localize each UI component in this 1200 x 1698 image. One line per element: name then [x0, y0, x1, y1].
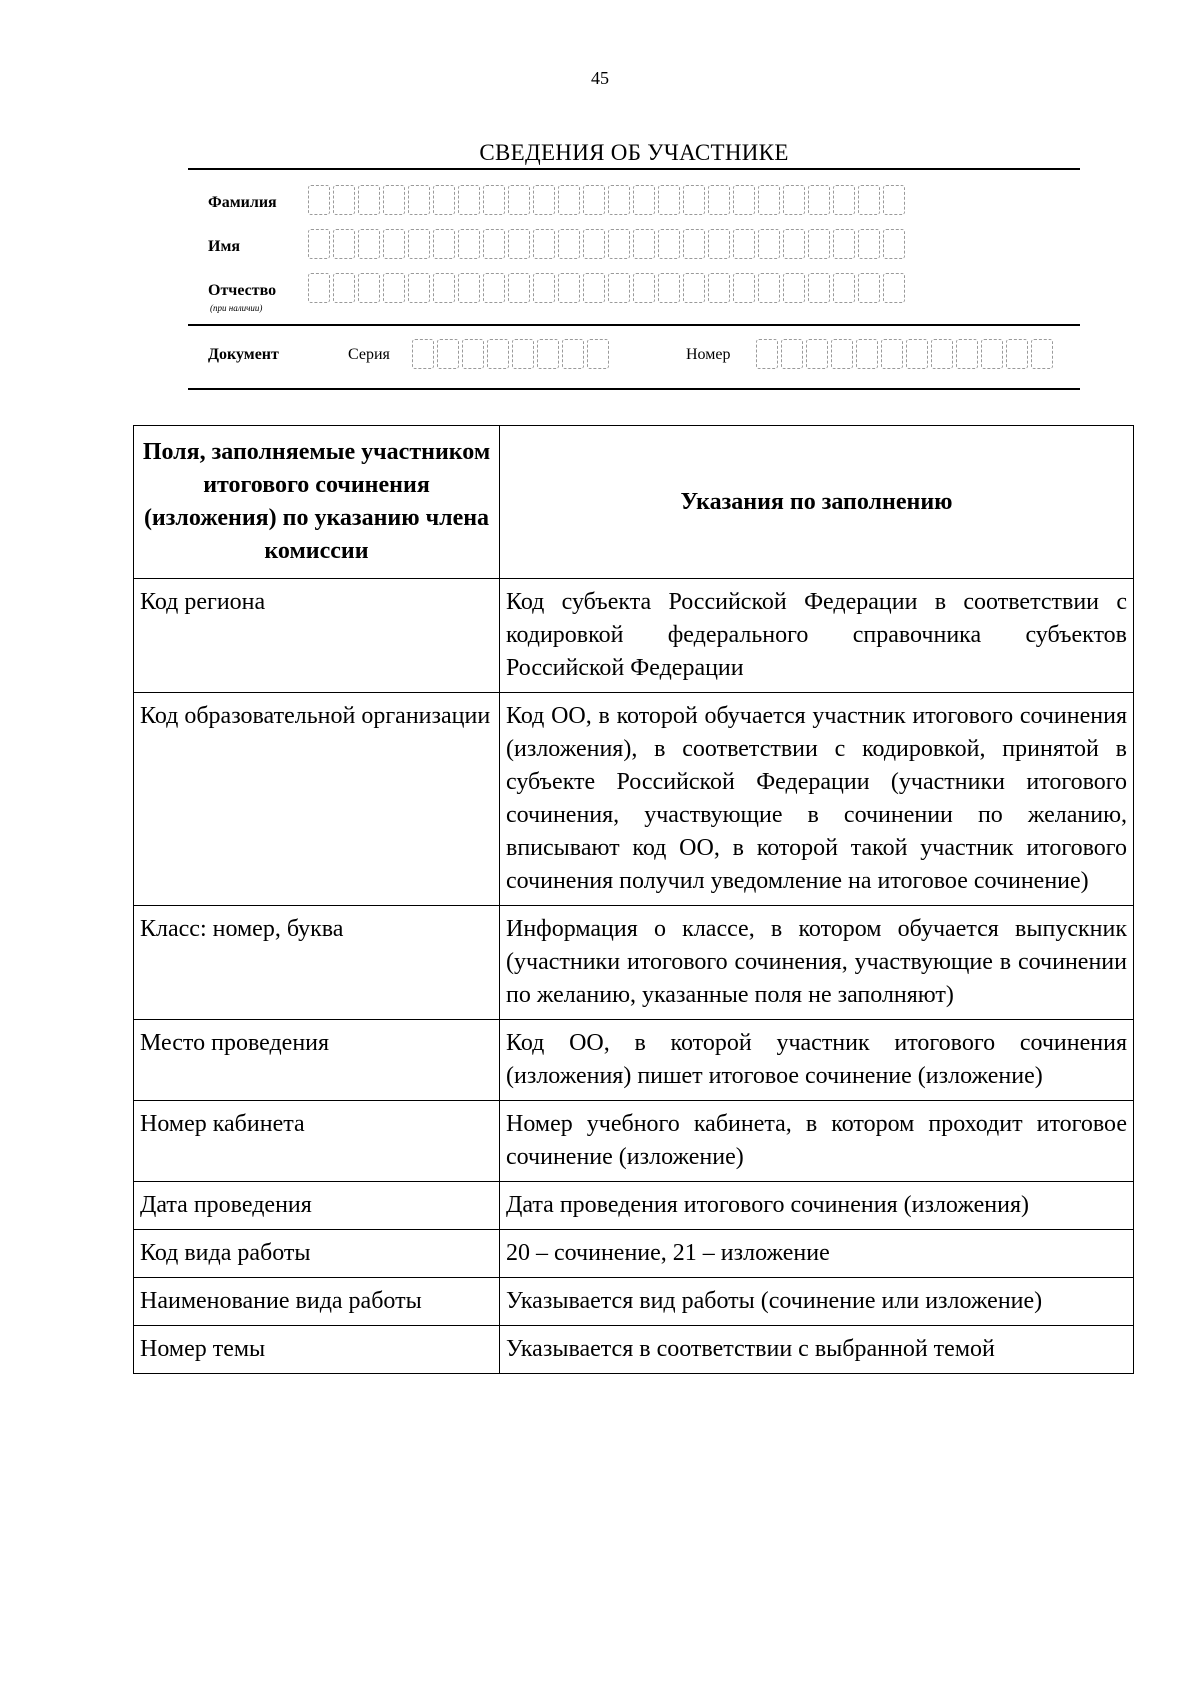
entry-cell[interactable]: [558, 185, 580, 215]
entry-cell[interactable]: [708, 185, 730, 215]
table-row: [134, 1101, 1134, 1182]
entry-cell[interactable]: [433, 229, 455, 259]
table-row: [134, 693, 1134, 906]
patronymic-label: Отчество: [208, 282, 277, 299]
entry-cell[interactable]: [883, 229, 905, 259]
field-name: Место проведения: [134, 1020, 500, 1101]
field-instruction: Дата проведения итогового сочинения (изложения): [500, 1182, 1134, 1230]
number-cells[interactable]: [756, 339, 1053, 369]
entry-cell[interactable]: [881, 339, 903, 369]
patronymic-row: [188, 270, 1080, 314]
entry-cell[interactable]: [781, 339, 803, 369]
name-fields: [188, 170, 1080, 324]
entry-cell[interactable]: [583, 273, 605, 303]
entry-cell[interactable]: [931, 339, 953, 369]
entry-cell[interactable]: [358, 273, 380, 303]
entry-cell[interactable]: [758, 229, 780, 259]
field-instruction: Код ОО, в которой обучается участник итогового сочинения (изложения), в соответствии с кодировкой, принятой в субъекте Российской Федерации (участники итогового сочинения, участвующие в сочинении по желанию, вписывают код ОО, в которой такой участник итогового сочинения получил уведомление на итоговое сочинение): [500, 693, 1134, 906]
header-instructions: Указания по заполнению: [500, 426, 1134, 579]
entry-cell[interactable]: [558, 229, 580, 259]
table-row: [134, 579, 1134, 693]
entry-cell[interactable]: [1031, 339, 1053, 369]
entry-cell[interactable]: [831, 339, 853, 369]
entry-cell[interactable]: [633, 185, 655, 215]
document-label: Документ: [208, 346, 279, 363]
entry-cell[interactable]: [333, 229, 355, 259]
entry-cell[interactable]: [1006, 339, 1028, 369]
entry-cell[interactable]: [733, 229, 755, 259]
entry-cell[interactable]: [358, 229, 380, 259]
field-instruction: Информация о классе, в котором обучается выпускник (участники итогового сочинения, участвующие в сочинении по желанию, указанные поля не заполняют): [500, 906, 1134, 1020]
entry-cell[interactable]: [408, 273, 430, 303]
series-label: Серия: [348, 346, 390, 363]
entry-cell[interactable]: [483, 273, 505, 303]
entry-cell[interactable]: [808, 273, 830, 303]
table-row: [134, 1278, 1134, 1326]
entry-cell[interactable]: [308, 229, 330, 259]
surname-label: Фамилия: [208, 194, 277, 211]
table-row: [134, 1182, 1134, 1230]
entry-cell[interactable]: [458, 185, 480, 215]
entry-cell[interactable]: [433, 273, 455, 303]
entry-cell[interactable]: [437, 339, 459, 369]
field-name: Наименование вида работы: [134, 1278, 500, 1326]
page-number: 45: [591, 68, 609, 88]
entry-cell[interactable]: [783, 229, 805, 259]
header-fields: Поля, заполняемые участником итогового сочинения (изложения) по указанию члена комиссии: [134, 426, 500, 579]
entry-cell[interactable]: [808, 229, 830, 259]
entry-cell[interactable]: [708, 229, 730, 259]
field-name: Код образовательной организации: [134, 693, 500, 906]
document-row: [188, 326, 1080, 388]
first-name-label: Имя: [208, 238, 240, 255]
entry-cell[interactable]: [981, 339, 1003, 369]
entry-cell[interactable]: [906, 339, 928, 369]
patronymic-cells[interactable]: [308, 273, 905, 303]
field-instruction: 20 – сочинение, 21 – изложение: [500, 1230, 1134, 1278]
table-row: [134, 1020, 1134, 1101]
field-name: Код вида работы: [134, 1230, 500, 1278]
first-name-row: [188, 226, 1080, 270]
entry-cell[interactable]: [383, 229, 405, 259]
entry-cell[interactable]: [383, 273, 405, 303]
entry-cell[interactable]: [562, 339, 584, 369]
table-header-row: [134, 426, 1134, 579]
field-name: Номер темы: [134, 1326, 500, 1374]
first-name-cells[interactable]: [308, 229, 905, 259]
entry-cell[interactable]: [608, 273, 630, 303]
entry-cell[interactable]: [508, 229, 530, 259]
entry-cell[interactable]: [587, 339, 609, 369]
entry-cell[interactable]: [633, 229, 655, 259]
field-instruction: Номер учебного кабинета, в котором проходит итоговое сочинение (изложение): [500, 1101, 1134, 1182]
entry-cell[interactable]: [883, 273, 905, 303]
entry-cell[interactable]: [683, 229, 705, 259]
entry-cell[interactable]: [856, 339, 878, 369]
entry-cell[interactable]: [808, 185, 830, 215]
entry-cell[interactable]: [412, 339, 434, 369]
entry-cell[interactable]: [956, 339, 978, 369]
number-label: Номер: [686, 346, 731, 363]
participant-info-title: СВЕДЕНИЯ ОБ УЧАСТНИКЕ: [479, 140, 789, 165]
surname-cells[interactable]: [308, 185, 905, 215]
entry-cell[interactable]: [333, 273, 355, 303]
entry-cell[interactable]: [433, 185, 455, 215]
entry-cell[interactable]: [858, 185, 880, 215]
entry-cell[interactable]: [333, 185, 355, 215]
entry-cell[interactable]: [358, 185, 380, 215]
entry-cell[interactable]: [583, 229, 605, 259]
table-row: [134, 1230, 1134, 1278]
entry-cell[interactable]: [383, 185, 405, 215]
field-name: Код региона: [134, 579, 500, 693]
entry-cell[interactable]: [658, 185, 680, 215]
entry-cell[interactable]: [758, 273, 780, 303]
entry-cell[interactable]: [533, 273, 555, 303]
table-row: [134, 906, 1134, 1020]
entry-cell[interactable]: [783, 273, 805, 303]
series-cells[interactable]: [412, 339, 609, 369]
entry-cell[interactable]: [583, 185, 605, 215]
entry-cell[interactable]: [608, 185, 630, 215]
field-instruction: Указывается вид работы (сочинение или изложение): [500, 1278, 1134, 1326]
entry-cell[interactable]: [683, 273, 705, 303]
patronymic-sublabel: (при наличии): [210, 303, 263, 313]
entry-cell[interactable]: [833, 185, 855, 215]
entry-cell[interactable]: [858, 273, 880, 303]
entry-cell[interactable]: [758, 185, 780, 215]
entry-cell[interactable]: [783, 185, 805, 215]
surname-row: [188, 182, 1080, 226]
entry-cell[interactable]: [458, 229, 480, 259]
table-row: [134, 1326, 1134, 1374]
entry-cell[interactable]: [858, 229, 880, 259]
entry-cell[interactable]: [633, 273, 655, 303]
entry-cell[interactable]: [483, 185, 505, 215]
entry-cell[interactable]: [733, 273, 755, 303]
instructions-table: [133, 425, 1134, 1374]
entry-cell[interactable]: [806, 339, 828, 369]
entry-cell[interactable]: [558, 273, 580, 303]
entry-cell[interactable]: [508, 185, 530, 215]
entry-cell[interactable]: [833, 229, 855, 259]
field-name: Номер кабинета: [134, 1101, 500, 1182]
field-name: Дата проведения: [134, 1182, 500, 1230]
entry-cell[interactable]: [408, 185, 430, 215]
entry-cell[interactable]: [733, 185, 755, 215]
entry-cell[interactable]: [683, 185, 705, 215]
field-instruction: Код субъекта Российской Федерации в соответствии с кодировкой федерального справочника субъектов Российской Федерации: [500, 579, 1134, 693]
entry-cell[interactable]: [458, 273, 480, 303]
entry-cell[interactable]: [608, 229, 630, 259]
entry-cell[interactable]: [708, 273, 730, 303]
entry-cell[interactable]: [658, 229, 680, 259]
entry-cell[interactable]: [408, 229, 430, 259]
entry-cell[interactable]: [308, 273, 330, 303]
entry-cell[interactable]: [833, 273, 855, 303]
entry-cell[interactable]: [533, 229, 555, 259]
entry-cell[interactable]: [487, 339, 509, 369]
participant-info-block: [188, 138, 1080, 390]
entry-cell[interactable]: [483, 229, 505, 259]
entry-cell[interactable]: [883, 185, 905, 215]
entry-cell[interactable]: [512, 339, 534, 369]
divider: [188, 388, 1080, 390]
entry-cell[interactable]: [533, 185, 555, 215]
entry-cell[interactable]: [756, 339, 778, 369]
entry-cell[interactable]: [308, 185, 330, 215]
field-instruction: Код ОО, в которой участник итогового сочинения (изложения) пишет итоговое сочинение (изложение): [500, 1020, 1134, 1101]
entry-cell[interactable]: [462, 339, 484, 369]
entry-cell[interactable]: [537, 339, 559, 369]
entry-cell[interactable]: [508, 273, 530, 303]
field-name: Класс: номер, буква: [134, 906, 500, 1020]
entry-cell[interactable]: [658, 273, 680, 303]
field-instruction: Указывается в соответствии с выбранной темой: [500, 1326, 1134, 1374]
